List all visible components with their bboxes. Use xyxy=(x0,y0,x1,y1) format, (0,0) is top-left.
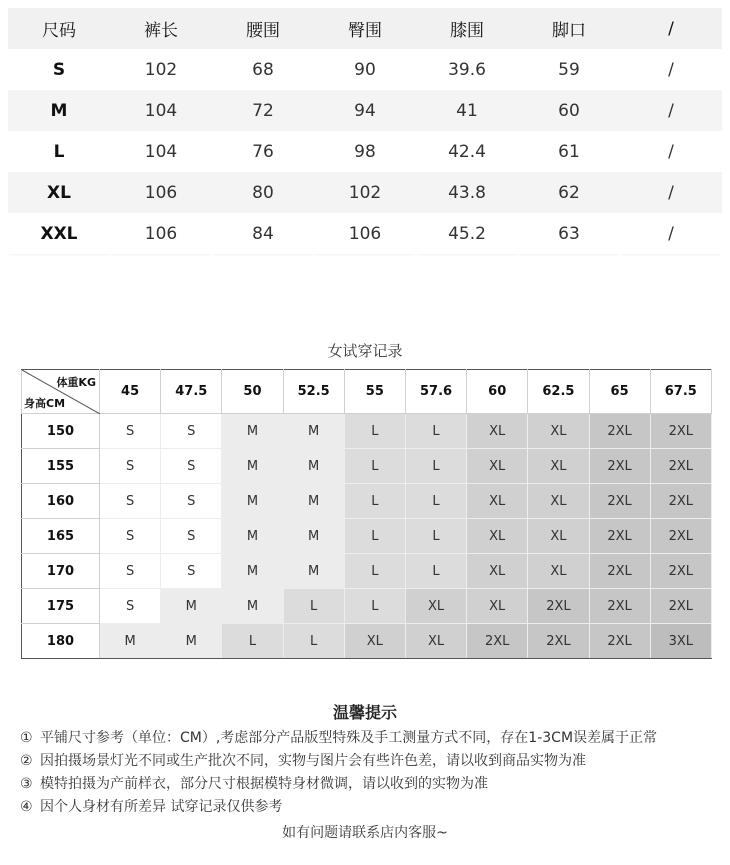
try-on-row xyxy=(22,624,712,659)
height-cell: 180 xyxy=(22,624,100,659)
weight-header-cell: 50 xyxy=(222,370,283,414)
recommended-size-cell: L xyxy=(344,484,405,519)
recommended-size-cell: L xyxy=(222,624,283,659)
size-value-cell: 104 xyxy=(110,90,212,131)
recommended-size-cell: XL xyxy=(528,449,589,484)
size-value-cell: 63 xyxy=(518,213,620,254)
weight-header-cell: 60 xyxy=(467,370,528,414)
recommended-size-cell: 2XL xyxy=(650,414,711,449)
size-value-cell: / xyxy=(620,213,722,254)
size-chart-header-cell: 尺码 xyxy=(8,8,110,49)
recommended-size-cell: S xyxy=(161,484,222,519)
size-chart-header-cell: / xyxy=(620,8,722,49)
weight-header-cell: 65 xyxy=(589,370,650,414)
size-value-cell: 39.6 xyxy=(416,49,518,90)
recommended-size-cell: 2XL xyxy=(589,624,650,659)
size-value-cell: 59 xyxy=(518,49,620,90)
tip-item xyxy=(20,796,725,819)
recommended-size-cell: XL xyxy=(344,624,405,659)
try-on-row xyxy=(22,589,712,624)
height-cell: 155 xyxy=(22,449,100,484)
size-value-cell: 90 xyxy=(314,49,416,90)
size-label-cell: XXL xyxy=(8,213,110,254)
recommended-size-cell: L xyxy=(405,414,466,449)
size-value-cell: / xyxy=(620,172,722,213)
weight-header-cell: 47.5 xyxy=(161,370,222,414)
size-label-cell: L xyxy=(8,131,110,172)
height-cell: 175 xyxy=(22,589,100,624)
recommended-size-cell: 2XL xyxy=(589,484,650,519)
recommended-size-cell: XL xyxy=(528,519,589,554)
recommended-size-cell: S xyxy=(161,554,222,589)
size-value-cell: 80 xyxy=(212,172,314,213)
size-value-cell: / xyxy=(620,90,722,131)
weight-header-cell: 57.6 xyxy=(405,370,466,414)
recommended-size-cell: S xyxy=(100,484,161,519)
recommended-size-cell: L xyxy=(405,519,466,554)
size-value-cell: / xyxy=(620,49,722,90)
height-cell: 150 xyxy=(22,414,100,449)
size-chart-row xyxy=(8,172,722,213)
size-value-cell: 84 xyxy=(212,213,314,254)
tip-item xyxy=(20,727,725,750)
recommended-size-cell: M xyxy=(222,554,283,589)
tip-number: ① xyxy=(20,730,33,746)
size-value-cell: 68 xyxy=(212,49,314,90)
size-value-cell: 102 xyxy=(110,49,212,90)
weight-height-corner-cell xyxy=(22,370,100,414)
size-value-cell: 62 xyxy=(518,172,620,213)
recommended-size-cell: 2XL xyxy=(589,519,650,554)
recommended-size-cell: XL xyxy=(467,484,528,519)
recommended-size-cell: 2XL xyxy=(528,624,589,659)
try-on-row xyxy=(22,484,712,519)
size-value-cell: 98 xyxy=(314,131,416,172)
size-chart-header-cell: 脚口 xyxy=(518,8,620,49)
recommended-size-cell: M xyxy=(222,589,283,624)
try-on-table xyxy=(21,369,712,659)
recommended-size-cell: S xyxy=(100,414,161,449)
recommended-size-cell: M xyxy=(283,554,344,589)
size-label-cell: M xyxy=(8,90,110,131)
size-chart-body xyxy=(8,49,722,254)
recommended-size-cell: 2XL xyxy=(467,624,528,659)
recommended-size-cell: M xyxy=(222,414,283,449)
size-value-cell: 76 xyxy=(212,131,314,172)
size-value-cell: 41 xyxy=(416,90,518,131)
weight-header-cell: 67.5 xyxy=(650,370,711,414)
recommended-size-cell: S xyxy=(100,589,161,624)
size-value-cell: 106 xyxy=(110,172,212,213)
recommended-size-cell: M xyxy=(222,449,283,484)
height-cell: 165 xyxy=(22,519,100,554)
recommended-size-cell: S xyxy=(100,449,161,484)
recommended-size-cell: XL xyxy=(528,554,589,589)
tip-text: 因拍摄场景灯光不同或生产批次不同，实物与图片会有些许色差，请以收到商品实物为准 xyxy=(40,753,586,769)
size-chart-header-cell: 裤长 xyxy=(110,8,212,49)
tip-text: 因个人身材有所差异 试穿记录仅供参考 xyxy=(40,799,283,815)
try-on-row xyxy=(22,449,712,484)
recommended-size-cell: XL xyxy=(405,589,466,624)
size-chart-header-cell: 腰围 xyxy=(212,8,314,49)
recommended-size-cell: 2XL xyxy=(589,449,650,484)
tips-list xyxy=(20,727,725,819)
size-chart-row xyxy=(8,49,722,90)
recommended-size-cell: 2XL xyxy=(528,589,589,624)
size-value-cell: 61 xyxy=(518,131,620,172)
recommended-size-cell: XL xyxy=(528,484,589,519)
recommended-size-cell: 2XL xyxy=(650,449,711,484)
size-value-cell: 94 xyxy=(314,90,416,131)
tip-number: ② xyxy=(20,753,33,769)
recommended-size-cell: XL xyxy=(467,554,528,589)
size-chart-header-row xyxy=(8,8,722,49)
recommended-size-cell: M xyxy=(100,624,161,659)
weight-axis-label: 体重KG xyxy=(56,376,96,389)
tip-text: 平铺尺寸参考（单位：CM）,考虑部分产品版型特殊及手工测量方式不同，存在1-3CM误差属于正常 xyxy=(40,730,658,746)
recommended-size-cell: XL xyxy=(528,414,589,449)
customer-service-note: 如有问题请联系店内客服~ xyxy=(282,825,448,841)
recommended-size-cell: L xyxy=(344,519,405,554)
recommended-size-cell: M xyxy=(283,484,344,519)
try-on-row xyxy=(22,519,712,554)
size-value-cell: 45.2 xyxy=(416,213,518,254)
try-on-header-row xyxy=(22,370,712,414)
recommended-size-cell: 3XL xyxy=(650,624,711,659)
size-value-cell: / xyxy=(620,131,722,172)
recommended-size-cell: XL xyxy=(467,414,528,449)
recommended-size-cell: L xyxy=(344,414,405,449)
tip-number: ③ xyxy=(20,776,33,792)
size-value-cell: 43.8 xyxy=(416,172,518,213)
recommended-size-cell: L xyxy=(405,554,466,589)
tip-number: ④ xyxy=(20,799,33,815)
try-on-title: 女试穿记录 xyxy=(327,342,403,360)
recommended-size-cell: L xyxy=(344,554,405,589)
recommended-size-cell: 2XL xyxy=(589,554,650,589)
recommended-size-cell: S xyxy=(100,519,161,554)
recommended-size-cell: 2XL xyxy=(650,589,711,624)
recommended-size-cell: XL xyxy=(405,624,466,659)
recommended-size-cell: S xyxy=(161,519,222,554)
size-value-cell: 42.4 xyxy=(416,131,518,172)
recommended-size-cell: M xyxy=(222,519,283,554)
recommended-size-cell: L xyxy=(405,449,466,484)
size-value-cell: 72 xyxy=(212,90,314,131)
recommended-size-cell: M xyxy=(283,449,344,484)
size-label-cell: S xyxy=(8,49,110,90)
recommended-size-cell: 2XL xyxy=(650,519,711,554)
size-value-cell: 106 xyxy=(110,213,212,254)
recommended-size-cell: 2XL xyxy=(650,554,711,589)
weight-header-cell: 55 xyxy=(344,370,405,414)
recommended-size-cell: M xyxy=(283,519,344,554)
recommended-size-cell: S xyxy=(161,414,222,449)
recommended-size-cell: 2XL xyxy=(589,414,650,449)
tip-item xyxy=(20,750,725,773)
recommended-size-cell: L xyxy=(405,484,466,519)
weight-header-cell: 52.5 xyxy=(283,370,344,414)
size-chart-header-cell: 膝围 xyxy=(416,8,518,49)
recommended-size-cell: XL xyxy=(467,449,528,484)
tips-title: 温馨提示 xyxy=(332,703,397,722)
size-chart-header-cell: 臀围 xyxy=(314,8,416,49)
recommended-size-cell: 2XL xyxy=(589,589,650,624)
recommended-size-cell: M xyxy=(222,484,283,519)
size-label-cell: XL xyxy=(8,172,110,213)
size-chart-table xyxy=(8,8,722,254)
weight-header-cell: 45 xyxy=(100,370,161,414)
size-value-cell: 60 xyxy=(518,90,620,131)
recommended-size-cell: XL xyxy=(467,519,528,554)
try-on-row xyxy=(22,414,712,449)
recommended-size-cell: L xyxy=(283,589,344,624)
recommended-size-cell: 2XL xyxy=(650,484,711,519)
tip-item xyxy=(20,773,725,796)
recommended-size-cell: S xyxy=(161,449,222,484)
try-on-row xyxy=(22,554,712,589)
recommended-size-cell: XL xyxy=(467,589,528,624)
recommended-size-cell: L xyxy=(344,589,405,624)
recommended-size-cell: M xyxy=(161,589,222,624)
tip-text: 模特拍摄为产前样衣，部分尺寸根据模特身材微调，请以收到的实物为准 xyxy=(40,776,488,792)
height-cell: 160 xyxy=(22,484,100,519)
size-value-cell: 106 xyxy=(314,213,416,254)
recommended-size-cell: M xyxy=(283,414,344,449)
recommended-size-cell: L xyxy=(283,624,344,659)
height-axis-label: 身高CM xyxy=(24,397,66,410)
size-value-cell: 104 xyxy=(110,131,212,172)
size-chart-row xyxy=(8,213,722,254)
recommended-size-cell: S xyxy=(100,554,161,589)
recommended-size-cell: L xyxy=(344,449,405,484)
height-cell: 170 xyxy=(22,554,100,589)
weight-header-cell: 62.5 xyxy=(528,370,589,414)
recommended-size-cell: M xyxy=(161,624,222,659)
size-chart-row xyxy=(8,131,722,172)
size-chart-row xyxy=(8,90,722,131)
size-value-cell: 102 xyxy=(314,172,416,213)
